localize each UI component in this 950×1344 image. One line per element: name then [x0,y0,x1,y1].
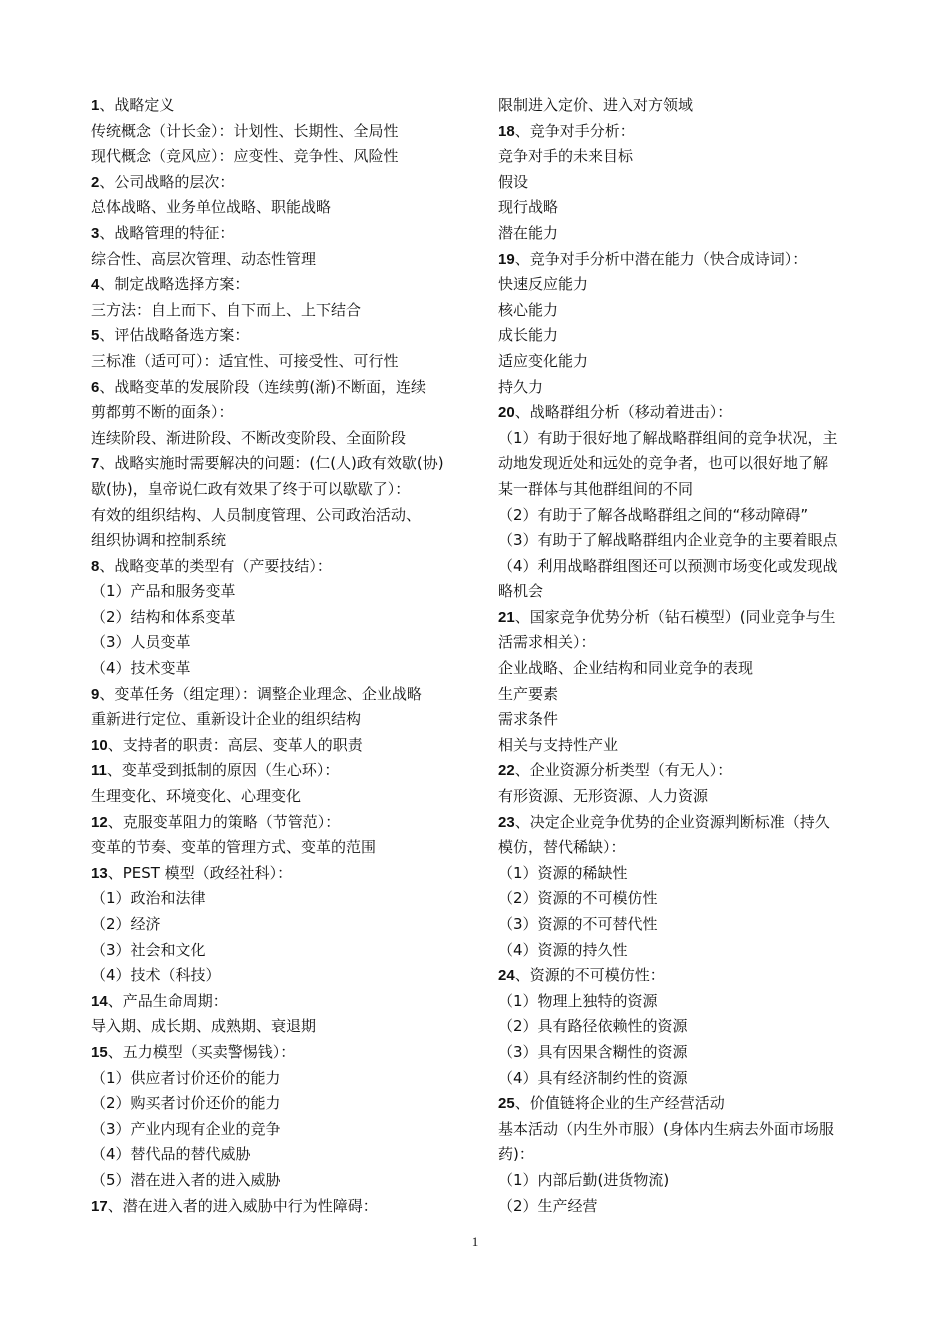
text-line [91,1168,473,1194]
text-line [498,1117,876,1143]
text-line [91,349,473,375]
section-number: 24 [498,967,515,985]
text-line [91,144,473,170]
line-text: 、竞争对手分析： [514,121,635,140]
section-heading-line [91,323,473,349]
section-number: 23 [498,813,515,831]
line-text: 、竞争对手分析中潜在能力（快合成诗词）： [514,249,808,268]
text-line [498,426,876,452]
line-text: 、PEST 模型（政经社科）： [107,863,293,882]
section-heading-line [91,221,473,247]
line-text: 现行战略 [498,198,559,217]
text-line [498,323,876,349]
line-text: 、变革受到抵制的原因（生心环）： [106,761,340,780]
line-text: （3）具有因果含糊性的资源 [498,1042,688,1061]
text-line [91,119,473,145]
text-line [498,554,876,580]
line-text: （2）生产经营 [498,1196,598,1215]
text-line [498,477,876,503]
section-number: 17 [91,1197,108,1215]
line-text: （1）内部后勤(进货物流) [498,1170,670,1189]
line-text: （4）技术（科技） [91,966,221,985]
text-line [498,298,876,324]
line-text: （2）具有路径依赖性的资源 [498,1017,688,1036]
text-line [91,835,473,861]
line-text: 适应变化能力 [498,351,589,370]
section-number: 15 [91,1043,108,1061]
line-text: 相关与支持性产业 [498,735,619,754]
section-heading-line [91,733,473,759]
line-text: 剪都剪不断的面条）： [91,403,234,422]
line-text: 、企业资源分析类型（有无人）： [514,761,733,780]
section-heading-line [91,1040,473,1066]
line-text: 、价值链将企业的生产经营活动 [514,1094,725,1113]
text-line [91,579,473,605]
line-text: （4）资源的持久性 [498,940,628,959]
line-text: 某一群体与其他群组间的不同 [498,479,694,498]
text-line [498,1066,876,1092]
text-line [498,1014,876,1040]
text-line [498,938,876,964]
section-number: 7 [91,455,100,473]
text-line [498,579,876,605]
text-line [498,375,876,401]
line-text: （3）有助于了解战略群组内企业竞争的主要着眼点 [498,531,838,550]
line-text: 假设 [498,172,529,191]
text-line [498,1040,876,1066]
text-line [91,1091,473,1117]
text-line [498,656,876,682]
line-text: 有形资源、无形资源、人力资源 [498,787,709,806]
line-text: 现代概念（竞风应）：应变性、竞争性、风险性 [91,147,399,166]
line-text: 成长能力 [498,326,559,345]
text-line [498,93,876,119]
section-heading-line [91,93,473,119]
section-number: 5 [91,327,100,345]
text-line [498,170,876,196]
line-text: （1）资源的稀缺性 [498,863,628,882]
section-number: 10 [91,736,108,754]
text-line [498,195,876,221]
line-text: （1）产品和服务变革 [91,582,236,601]
line-text: 、战略变革的类型有（产要技结）： [99,556,332,575]
line-text: 持久力 [498,377,544,396]
section-heading-line [91,758,473,784]
line-text: 导入期、成长期、成熟期、衰退期 [91,1017,317,1036]
text-line [91,477,473,503]
section-heading-line [91,861,473,887]
line-text: 三方法：自上而下、自下而上、上下结合 [91,300,362,319]
text-line [498,349,876,375]
text-line [498,1142,876,1168]
text-line [91,426,473,452]
line-text: 药)： [498,1145,534,1164]
section-heading-line [91,1194,473,1220]
section-number: 11 [91,762,107,780]
text-line [91,1014,473,1040]
section-number: 18 [498,122,515,140]
section-heading-line [91,272,473,298]
line-text: （3）社会和文化 [91,940,206,959]
line-text: 生理变化、环境变化、心理变化 [91,787,302,806]
line-text: （4）替代品的替代威胁 [91,1145,251,1164]
section-number: 19 [498,250,515,268]
section-heading-line [498,605,876,631]
text-line [498,682,876,708]
line-text: 、资源的不可模仿性： [514,966,665,985]
line-text: 生产要素 [498,684,559,703]
text-line [91,784,473,810]
line-text: 歇(协)，皇帝说仁政有效果了终于可以歇歇了）： [91,479,411,498]
text-line [498,528,876,554]
line-text: 综合性、高层次管理、动态性管理 [91,249,317,268]
line-text: （3）资源的不可替代性 [498,915,658,933]
section-heading-line [91,554,473,580]
line-text: 、公司战略的层次： [99,172,235,191]
section-heading-line [498,400,876,426]
page-number: 1 [471,1234,479,1249]
line-text: （4）具有经济制约性的资源 [498,1068,688,1087]
text-line [91,1117,473,1143]
line-text: 需求条件 [498,710,559,729]
section-number: 6 [91,378,100,396]
line-text: 组织协调和控制系统 [91,531,227,550]
line-text: 模仿，替代稀缺）： [498,838,626,857]
text-line [498,886,876,912]
line-text: 、国家竞争优势分析（钻石模型）(同业竞争与生 [514,607,836,626]
line-text: 活需求相关）： [498,633,596,652]
section-heading-line [91,810,473,836]
line-text: （1）供应者讨价还价的能力 [91,1068,281,1087]
text-line [498,861,876,887]
line-text: （4）技术变革 [91,659,191,678]
line-text: 、克服变革阻力的策略（节管范）： [107,812,341,831]
text-line [498,144,876,170]
text-line [91,1066,473,1092]
line-text: 竞争对手的未来目标 [498,147,634,166]
line-text: （4）利用战略群组图还可以预测市场变化或发现战 [498,556,838,575]
section-number: 8 [91,557,100,575]
section-heading-line [91,682,473,708]
line-text: 潜在能力 [498,223,559,242]
section-number: 14 [91,992,108,1010]
text-line [498,503,876,529]
text-line [498,221,876,247]
right-column [498,93,876,1219]
section-number: 9 [91,685,100,703]
text-line [498,733,876,759]
text-line [498,451,876,477]
text-line [91,1142,473,1168]
text-line [91,912,473,938]
line-text: 、评估战略备选方案： [99,326,250,345]
section-number: 1 [91,97,100,114]
line-text: （2）资源的不可模仿性 [498,889,658,908]
text-line [498,707,876,733]
section-number: 25 [498,1095,515,1113]
line-text: 总体战略、业务单位战略、职能战略 [91,198,332,217]
line-text: （2）结构和体系变革 [91,607,236,626]
section-number: 4 [91,276,100,294]
text-line [91,630,473,656]
section-heading-line [498,119,876,145]
text-line [498,1194,876,1220]
text-line [498,784,876,810]
text-line [91,656,473,682]
text-line [91,707,473,733]
line-text: 、变革任务（组定理）：调整企业理念、企业战略 [99,684,422,703]
line-text: 、产品生命周期： [107,991,228,1010]
line-text: 、战略管理的特征： [99,223,235,242]
text-line [91,528,473,554]
text-line [91,298,473,324]
line-text: 变革的节奏、变革的管理方式、变革的范围 [91,838,377,857]
line-text: 企业战略、企业结构和同业竞争的表现 [498,659,754,678]
line-text: 动地发现近处和远处的竞争者，也可以很好地了解 [498,454,829,473]
line-text: 、制定战略选择方案： [99,275,250,294]
line-text: （3）产业内现有企业的竞争 [91,1119,281,1138]
line-text: （2）经济 [91,915,161,933]
line-text: （1）有助于很好地了解战略群组间的竞争状况，主 [498,428,838,447]
line-text: 核心能力 [498,300,559,319]
text-line [498,912,876,938]
section-number: 12 [91,813,108,831]
section-heading-line [91,375,473,401]
line-text: 重新进行定位、重新设计企业的组织结构 [91,710,362,729]
line-text: 、支持者的职责：高层、变革人的职责 [107,735,363,754]
text-line [91,963,473,989]
line-text: （1）政治和法律 [91,889,206,908]
line-text: 略机会 [498,582,544,601]
text-line [91,247,473,273]
section-number: 22 [498,762,515,780]
section-heading-line [498,758,876,784]
line-text: （5）潜在进入者的进入威胁 [91,1170,281,1189]
text-line [91,503,473,529]
line-text: 基本活动（内生外市服）(身体内生病去外面市场服 [498,1119,834,1138]
line-text: 、决定企业竞争优势的企业资源判断标准（持久 [514,812,830,831]
section-heading-line [498,810,876,836]
line-text: 、潜在进入者的进入威胁中行为性障碍： [107,1196,378,1215]
section-heading-line [91,989,473,1015]
line-text: （1）物理上独特的资源 [498,991,658,1010]
line-text: 快速反应能力 [498,275,589,294]
line-text: （2）有助于了解各战略群组之间的“移动障碍” [498,505,809,524]
section-number: 3 [91,224,100,242]
line-text: 传统概念（计长金）：计划性、长期性、全局性 [91,121,399,140]
line-text: 连续阶段、渐进阶段、不断改变阶段、全面阶段 [91,428,407,447]
section-number: 13 [91,864,108,882]
section-number: 2 [91,173,100,191]
section-heading-line [498,247,876,273]
section-heading-line [91,170,473,196]
section-heading-line [91,451,473,477]
line-text: （3）人员变革 [91,633,191,652]
line-text: 、战略实施时需要解决的问题：(仁(人)政有效歇(协) [99,454,444,473]
line-text: 、战略群组分析（移动着进击）： [514,403,733,422]
text-line [91,195,473,221]
line-text: 、战略定义 [99,96,175,114]
line-text: 、五力模型（买卖警惕钱）： [107,1042,296,1061]
line-text: 三标准（适可可）：适宜性、可接受性、可行性 [91,351,399,370]
text-line [91,938,473,964]
section-heading-line [498,1091,876,1117]
text-line [498,1168,876,1194]
section-heading-line [498,963,876,989]
text-line [498,630,876,656]
section-number: 21 [498,608,515,626]
line-text: 有效的组织结构、人员制度管理、公司政治活动、 [91,505,422,524]
text-line [91,400,473,426]
text-line [498,272,876,298]
text-line [498,835,876,861]
text-line [498,989,876,1015]
line-text: 、战略变革的发展阶段（连续剪(渐)不断面，连续 [99,377,427,396]
text-line [91,886,473,912]
text-line [91,605,473,631]
line-text: （2）购买者讨价还价的能力 [91,1094,281,1113]
line-text: 限制进入定价、进入对方领域 [498,96,694,114]
section-number: 20 [498,404,515,422]
left-column [91,93,473,1219]
